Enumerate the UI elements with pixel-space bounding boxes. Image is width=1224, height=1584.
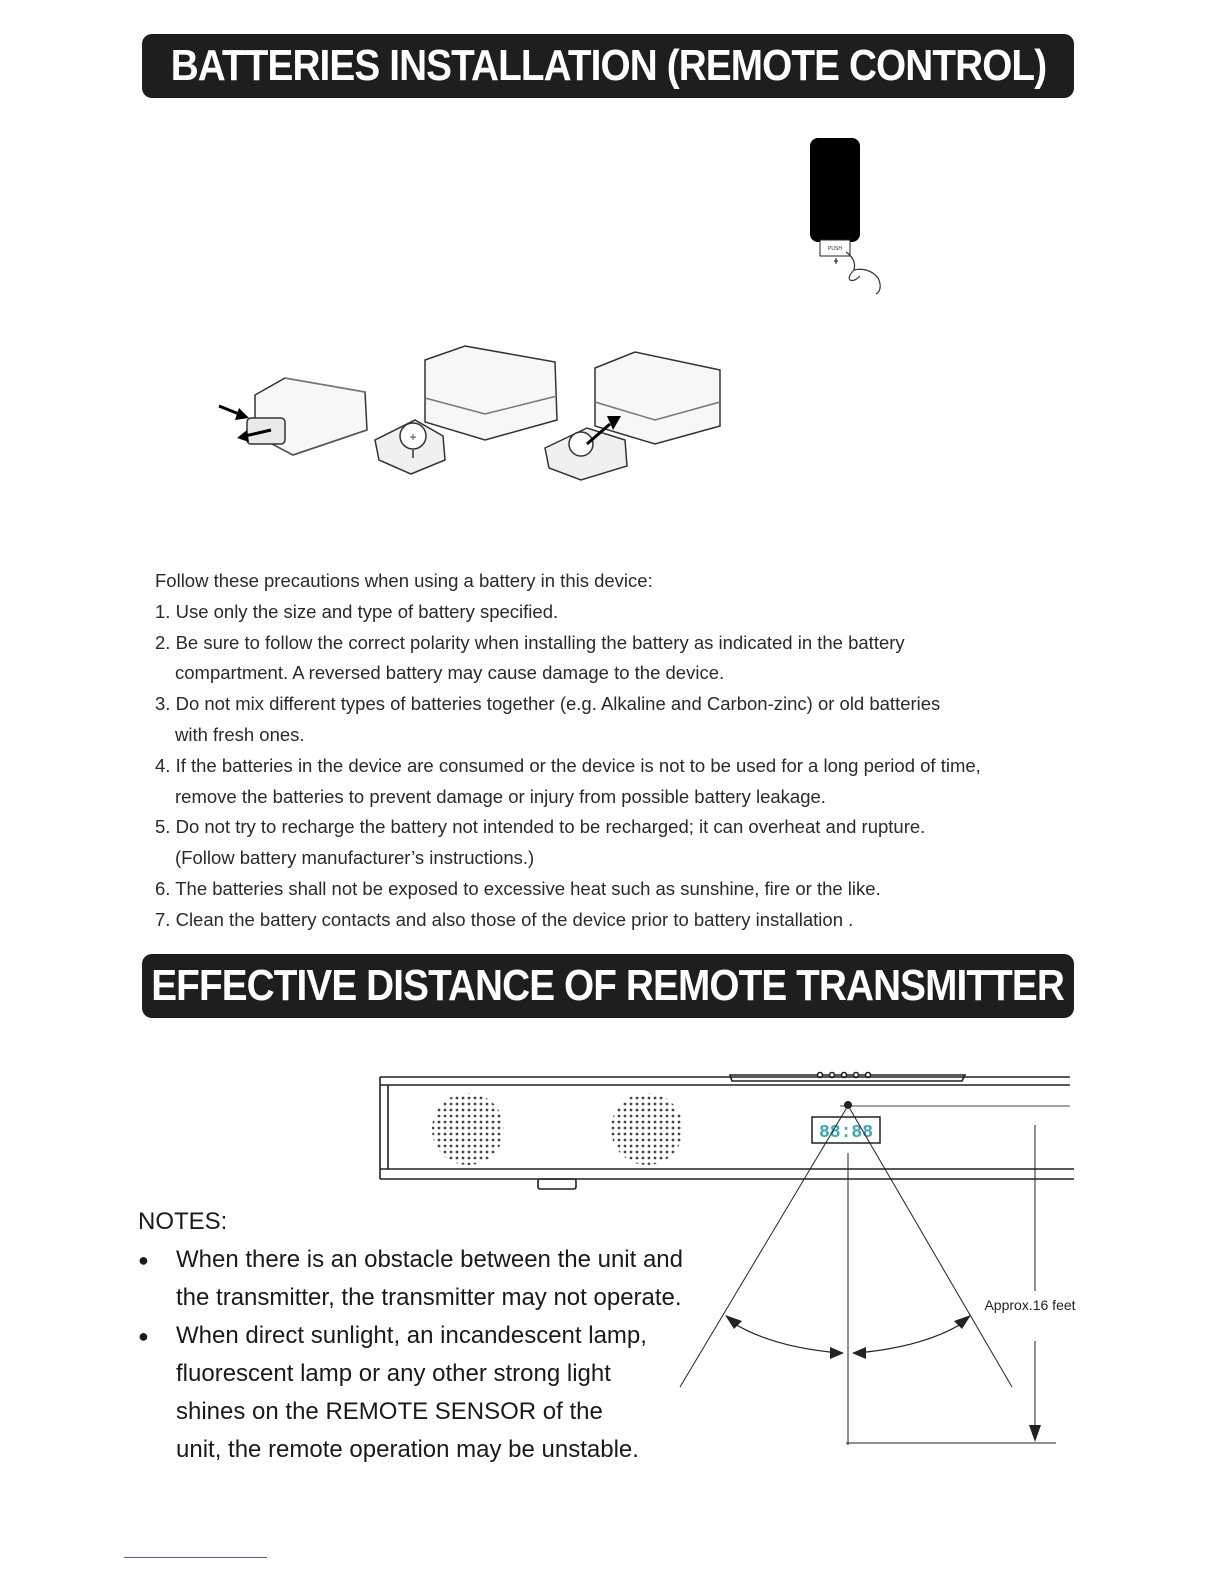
remote-body [810,138,860,242]
precautions-intro: Follow these precautions when using a battery in this device: [155,570,653,591]
precaution-item-4: 4. If the batteries in the device are consumed or the device is not to be used for a long period of time, [155,754,981,776]
note-2-cont-1: fluorescent lamp or any other strong light [176,1360,611,1387]
precaution-item-6: 6. The batteries shall not be exposed to excessive heat such as sunshine, fire or the like. [155,877,881,899]
remote-sensor-icon [844,1101,852,1109]
right-speaker-grille [611,1093,683,1165]
battery-tab-label: PUSH [828,246,842,252]
effective-distance-heading [142,954,1074,1018]
batteries-installation-heading [142,34,1074,98]
precaution-item-5: 5. Do not try to recharge the battery not intended to be recharged; it can overheat and rupture. [155,816,926,838]
bullet-icon: ● [138,1326,149,1346]
bullet-icon: ● [138,1250,149,1270]
notes-section [138,1203,698,1469]
precaution-item-1: 1. Use only the size and type of battery specified. [155,600,559,622]
battery-precautions [155,566,1055,936]
precaution-item-2-cont: compartment. A reversed battery may cause damage to the device. [175,662,725,684]
note-1: ● When there is an obstacle between the unit and [138,1241,698,1279]
note-1-cont: the transmitter, the transmitter may not operate. [176,1284,682,1311]
note-2: ● When direct sunlight, an incandescent lamp, [138,1317,698,1355]
step1-remote-tray-out [219,378,367,455]
effective-distance-title: EFFECTIVE DISTANCE OF REMOTE TRANSMITTER [151,961,1065,1010]
precaution-item-5-cont: (Follow battery manufacturer’s instructions.) [175,847,535,869]
battery-steps-illustration [215,340,725,485]
precaution-item-2: 2. Be sure to follow the correct polarity when installing the battery as indicated in the battery [155,631,905,653]
note-2-cont-2: shines on the REMOTE SENSOR of the [176,1398,603,1425]
footer-rule [124,1557,267,1558]
distance-label: Approx.16 feet [984,1297,1076,1313]
notes-heading: NOTES: [138,1208,228,1235]
remote-control-illustration [800,130,900,300]
precaution-item-3: 3. Do not mix different types of batteries together (e.g. Alkaline and Carbon-zinc) or old batteries [155,693,941,715]
precaution-item-7: 7. Clean the battery contacts and also those of the device prior to battery installation . [155,908,854,930]
display-digits: 88:88 [818,1123,874,1143]
batteries-installation-title: BATTERIES INSTALLATION (REMOTE CONTROL) [170,41,1046,90]
step3-remote-tray-in [545,352,720,480]
hand-icon [834,252,880,294]
svg-text:+: + [409,430,417,444]
reception-angle-lines [680,1109,1056,1445]
precaution-item-4-cont: remove the batteries to prevent damage or injury from possible battery leakage. [175,785,826,807]
precaution-item-3-cont: with fresh ones. [175,723,305,745]
left-speaker-grille [432,1093,504,1165]
note-2-cont-3: unit, the remote operation may be unstable. [176,1436,639,1463]
step2-remote-with-coin-battery [375,346,557,474]
arrowheads [725,1315,1041,1442]
